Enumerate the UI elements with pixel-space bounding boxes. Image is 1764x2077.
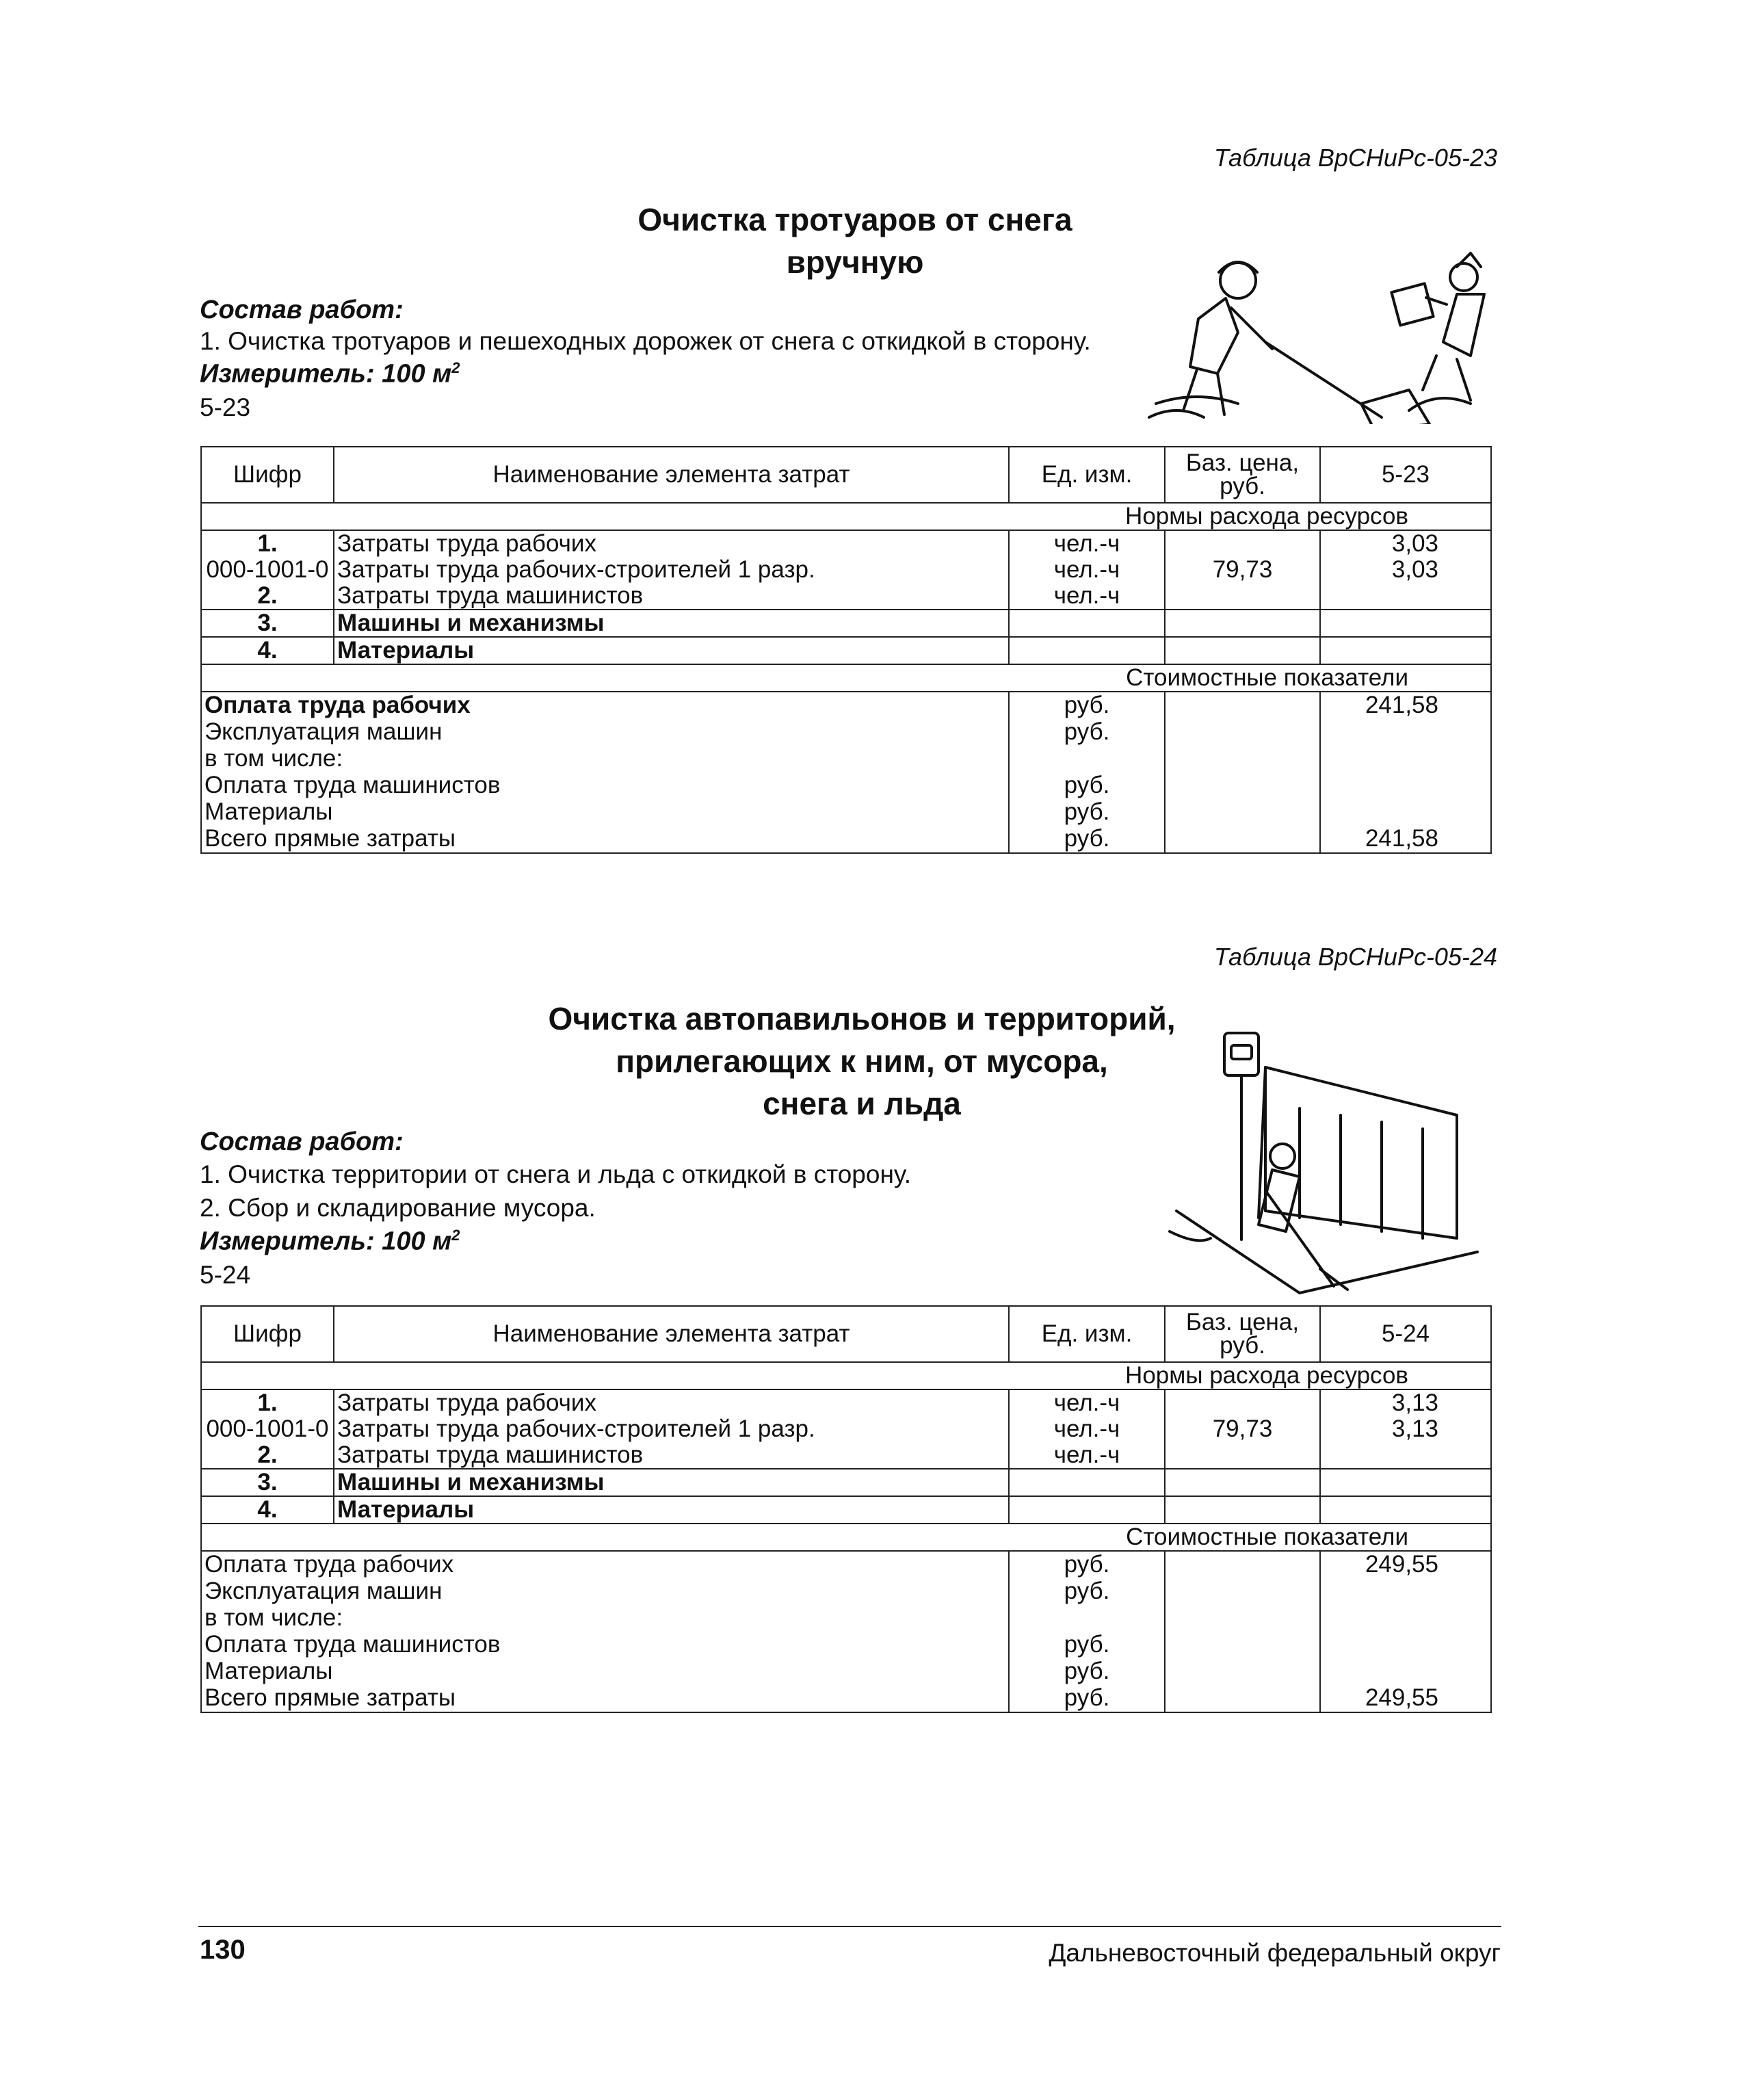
cost-unit: руб.: [1009, 1578, 1165, 1605]
row-value: 3,03: [1320, 530, 1491, 557]
row-code: 1.: [201, 1389, 334, 1416]
cost-value: [1320, 746, 1491, 772]
work-item: 2. Сбор и складирование мусора.: [200, 1194, 596, 1222]
title-line: вручную: [786, 244, 924, 280]
cost-unit: руб.: [1009, 1685, 1165, 1712]
izmeritel: [200, 359, 460, 389]
header-cell: Ед. изм.: [1009, 1306, 1165, 1362]
row-unit: [1009, 637, 1165, 664]
cost-value: [1320, 1632, 1491, 1658]
cost-name: Материалы: [201, 799, 1009, 826]
header-cell: Шифр: [201, 447, 334, 503]
cost-value: [1320, 1578, 1491, 1605]
title-line: Очистка тротуаров от снега: [637, 202, 1072, 237]
row-price: 79,73: [1165, 557, 1320, 583]
row-name: Затраты труда рабочих: [334, 530, 1009, 557]
cost-value: 241,58: [1320, 826, 1491, 853]
cost-price: [1165, 799, 1320, 826]
cost-name: Оплата труда рабочих: [201, 1551, 1009, 1578]
row-price: [1165, 530, 1320, 557]
cost-price: [1165, 719, 1320, 746]
cost-unit: [1009, 1605, 1165, 1632]
row-price: 79,73: [1165, 1416, 1320, 1442]
row-value: 3,03: [1320, 557, 1491, 583]
header-cell: Ед. изм.: [1009, 447, 1165, 503]
cost-price: [1165, 1685, 1320, 1712]
footer-divider: [198, 1926, 1501, 1927]
cost-price: [1165, 692, 1320, 719]
row-price: [1165, 1469, 1320, 1496]
cost-name: Всего прямые затраты: [201, 1685, 1009, 1712]
title-line: снега и льда: [763, 1086, 961, 1121]
row-code: 000-1001-0: [201, 1416, 334, 1442]
cost-name: в том числе:: [201, 1605, 1009, 1632]
cost-value: [1320, 772, 1491, 799]
row-unit: [1009, 1496, 1165, 1524]
row-name: Машины и механизмы: [334, 1469, 1009, 1496]
table-caption: Таблица ВрСНиРс-05-24: [1213, 943, 1497, 971]
cost-name: Оплата труда машинистов: [201, 772, 1009, 799]
row-value: 3,13: [1320, 1416, 1491, 1442]
cost-price: [1165, 1551, 1320, 1578]
row-code: 000-1001-0: [201, 557, 334, 583]
cost-unit: руб.: [1009, 692, 1165, 719]
row-price: [1165, 1442, 1320, 1469]
norms-section-label: Нормы расхода ресурсов: [201, 1362, 1491, 1389]
cost-value: 241,58: [1320, 692, 1491, 719]
row-value: 3,13: [1320, 1389, 1491, 1416]
row-code: 3.: [201, 1469, 334, 1496]
izmeritel-label: Измеритель: 100 м: [200, 359, 452, 389]
norm-code: 5-23: [200, 393, 251, 421]
cost-section-label: Стоимостные показатели: [201, 1524, 1491, 1551]
cost-value: 249,55: [1320, 1685, 1491, 1712]
row-unit: [1009, 610, 1165, 637]
header-cell: 5-24: [1320, 1306, 1491, 1362]
row-value: [1320, 583, 1491, 610]
row-name: Затраты труда машинистов: [334, 1442, 1009, 1469]
row-name: Материалы: [334, 637, 1009, 664]
cost-name: Эксплуатация машин: [201, 719, 1009, 746]
cost-price: [1165, 826, 1320, 853]
norms-section-label: Нормы расхода ресурсов: [201, 503, 1491, 530]
row-price: [1165, 637, 1320, 664]
work-item: 1. Очистка территории от снега и льда с откидкой в сторону.: [200, 1160, 911, 1188]
cost-unit: руб.: [1009, 799, 1165, 826]
row-name: Затраты труда рабочих-строителей 1 разр.: [334, 557, 1009, 583]
row-code: 2.: [201, 583, 334, 610]
title-line: Очистка автопавильонов и территорий,: [548, 1001, 1176, 1036]
norms-table: [200, 1305, 1492, 1713]
row-name: Материалы: [334, 1496, 1009, 1524]
cost-name: Оплата труда машинистов: [201, 1632, 1009, 1658]
row-price: [1165, 610, 1320, 637]
header-cell: Шифр: [201, 1306, 334, 1362]
row-value: [1320, 610, 1491, 637]
cost-name: Материалы: [201, 1658, 1009, 1685]
norm-code: 5-24: [200, 1261, 251, 1289]
cost-price: [1165, 1632, 1320, 1658]
row-unit: чел.-ч: [1009, 1389, 1165, 1416]
sostav-label: Состав работ:: [200, 1127, 404, 1156]
header-cell: Наименование элемента затрат: [334, 1306, 1009, 1362]
page-number: 130: [200, 1935, 246, 1965]
cost-value: [1320, 719, 1491, 746]
cost-name: Эксплуатация машин: [201, 1578, 1009, 1605]
header-cell: Наименование элемента затрат: [334, 447, 1009, 503]
cost-unit: руб.: [1009, 826, 1165, 853]
cost-value: [1320, 799, 1491, 826]
cost-unit: руб.: [1009, 1658, 1165, 1685]
row-price: [1165, 1389, 1320, 1416]
cost-unit: руб.: [1009, 719, 1165, 746]
row-name: Затраты труда машинистов: [334, 583, 1009, 610]
cost-price: [1165, 1658, 1320, 1685]
cost-value: 249,55: [1320, 1551, 1491, 1578]
header-cell: Баз. цена, руб.: [1165, 1306, 1320, 1362]
cost-price: [1165, 1578, 1320, 1605]
row-unit: чел.-ч: [1009, 1442, 1165, 1469]
cost-unit: руб.: [1009, 1632, 1165, 1658]
row-unit: [1009, 1469, 1165, 1496]
row-code: 3.: [201, 610, 334, 637]
cost-price: [1165, 746, 1320, 772]
row-code: 4.: [201, 1496, 334, 1524]
cost-unit: [1009, 746, 1165, 772]
row-price: [1165, 1496, 1320, 1524]
bus-stop-illustration: [1163, 1026, 1491, 1300]
cost-value: [1320, 1605, 1491, 1632]
section-title: [479, 198, 1231, 283]
row-code: 2.: [201, 1442, 334, 1469]
sostav-label: Состав работ:: [200, 296, 404, 324]
row-unit: чел.-ч: [1009, 557, 1165, 583]
header-cell: 5-23: [1320, 447, 1491, 503]
izmeritel-sup: 2: [451, 1227, 460, 1244]
row-code: 4.: [201, 637, 334, 664]
cost-value: [1320, 1658, 1491, 1685]
title-line: прилегающих к ним, от мусора,: [616, 1043, 1108, 1079]
row-unit: чел.-ч: [1009, 583, 1165, 610]
row-price: [1165, 583, 1320, 610]
row-name: Затраты труда рабочих: [334, 1389, 1009, 1416]
table-caption: Таблица ВрСНиРс-05-23: [1213, 144, 1497, 172]
izmeritel-sup: 2: [451, 359, 460, 376]
header-cell: Баз. цена, руб.: [1165, 447, 1320, 503]
cost-name: в том числе:: [201, 746, 1009, 772]
row-value: [1320, 1469, 1491, 1496]
cost-name: Оплата труда рабочих: [201, 692, 1009, 719]
row-unit: чел.-ч: [1009, 530, 1165, 557]
izmeritel-label: Измеритель: 100 м: [200, 1227, 452, 1256]
cost-price: [1165, 1605, 1320, 1632]
row-value: [1320, 1442, 1491, 1469]
norms-table: [200, 446, 1492, 854]
row-name: Машины и механизмы: [334, 610, 1009, 637]
row-name: Затраты труда рабочих-строителей 1 разр.: [334, 1416, 1009, 1442]
row-value: [1320, 637, 1491, 664]
cost-price: [1165, 772, 1320, 799]
snow-shoveling-illustration: [1135, 239, 1491, 424]
work-item: 1. Очистка тротуаров и пешеходных дорожек от снега с откидкой в сторону.: [200, 327, 1091, 355]
row-unit: чел.-ч: [1009, 1416, 1165, 1442]
cost-unit: руб.: [1009, 1551, 1165, 1578]
izmeritel: [200, 1227, 460, 1257]
cost-unit: руб.: [1009, 772, 1165, 799]
row-value: [1320, 1496, 1491, 1524]
footer-region: Дальневосточный федеральный округ: [1049, 1939, 1501, 1967]
cost-section-label: Стоимостные показатели: [201, 664, 1491, 692]
cost-name: Всего прямые затраты: [201, 826, 1009, 853]
row-code: 1.: [201, 530, 334, 557]
